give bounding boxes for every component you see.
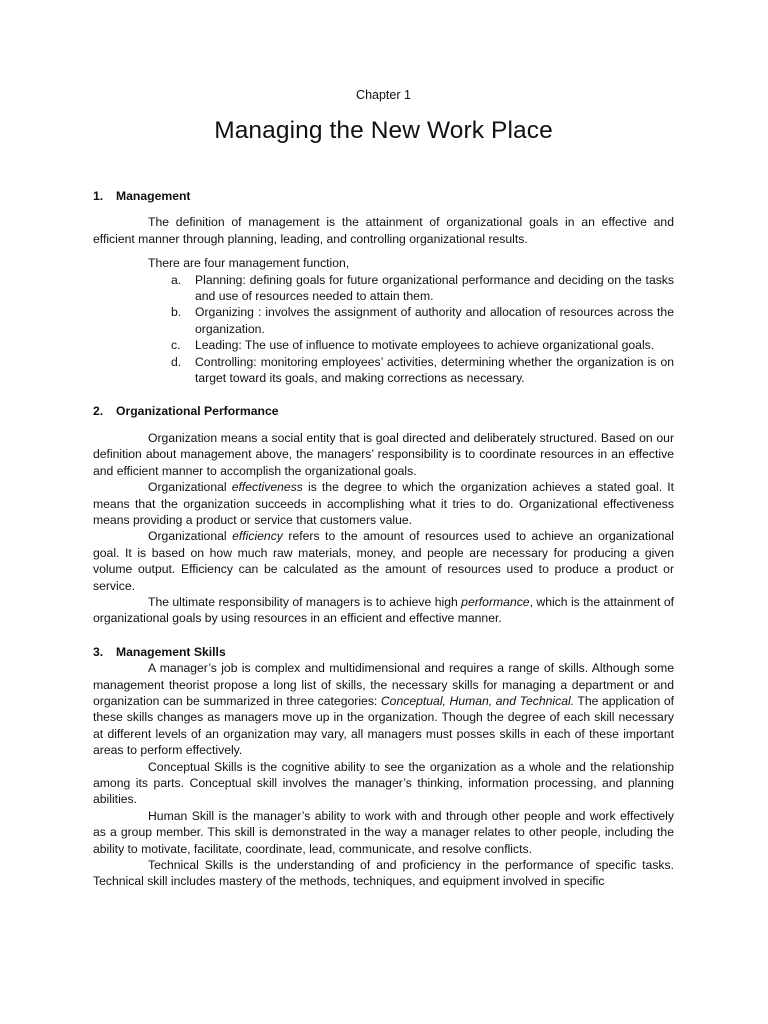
paragraph: Organization means a social entity that is goal directed and deliberately structured. Based on our definition about management above, the managers’ responsibility is to coordinate resources in an effective and efficient manner to accomplish the organizational goals. xyxy=(93,430,674,478)
list-item-text: Planning: defining goals for future organizational performance and deciding on the tasks and use of resources needed to attain them. xyxy=(195,272,674,304)
text-run: , which is the attainment of organizational goals by using resources in an efficient and effective manner. xyxy=(93,594,674,626)
list-item-text: Leading: The use of influence to motivate employees to achieve organizational goals. xyxy=(195,338,655,353)
section-heading-management xyxy=(93,188,674,204)
section-number: 3. xyxy=(93,644,104,659)
text-run: The ultimate responsibility of managers is to achieve high xyxy=(148,594,462,609)
paragraph: Human Skill is the manager’s ability to work with and through other people and work effectively as a group member. This skill is demonstrated in the way a manager relates to other people, including the ability to motivate, facilitate, coordinate, lead, communicate, and resolve conflicts. xyxy=(93,808,674,856)
chapter-title: Managing the New Work Place xyxy=(214,117,553,144)
list-letter: c. xyxy=(171,338,181,353)
list-intro: There are four management function, xyxy=(148,256,350,271)
section-number: 2. xyxy=(93,404,104,419)
section-heading-management-skills xyxy=(93,644,674,660)
text-run: Organizational xyxy=(148,529,233,544)
text-run: Organizational xyxy=(148,480,232,495)
paragraph xyxy=(93,594,674,627)
emphasis-performance: performance xyxy=(461,594,530,609)
section-heading-organizational-performance xyxy=(93,403,674,419)
section-title: Organizational Performance xyxy=(116,404,279,419)
list-item xyxy=(93,272,674,305)
list-item xyxy=(93,354,674,387)
emphasis-effectiveness: effectiveness xyxy=(231,480,303,495)
emphasis-skill-categories: Conceptual, Human, and Technical. xyxy=(380,693,575,708)
section-number: 1. xyxy=(93,189,104,203)
list-item xyxy=(93,337,674,353)
list-letter: a. xyxy=(171,272,182,287)
emphasis-efficiency: efficiency xyxy=(232,529,283,544)
list-item-text: Organizing : involves the assignment of authority and allocation of resources across the organization. xyxy=(195,305,674,336)
list-item-text: Controlling: monitoring employees’ activities, determining whether the organization is on target toward its goals, and making corrections as necessary. xyxy=(195,354,674,386)
list-letter: d. xyxy=(171,354,182,369)
paragraph xyxy=(93,528,674,594)
chapter-label: Chapter 1 xyxy=(356,88,411,102)
paragraph: Technical Skills is the understanding of and proficiency in the performance of specific tasks. Technical skill includes mastery of the methods, techniques, and equipment involved in specific xyxy=(93,858,674,889)
list-item xyxy=(93,304,674,337)
text-run: A manager’s job is complex and multidimensional and requires a range of skills. Although some management theorist propose a long list of skills, the necessary skills for managing a department or and organization can be summarized in three categories: xyxy=(93,661,674,708)
paragraph xyxy=(93,479,674,528)
text-run: The application of these skills changes as managers move up in the organization. Though the degree of each skill necessary at different levels of an organization may vary, all managers must posses skills in each of these important areas to perform effectively. xyxy=(93,693,675,758)
section-title: Management Skills xyxy=(116,644,226,659)
paragraph: Conceptual Skills is the cognitive ability to see the organization as a whole and the relationship among its parts. Conceptual skill involves the manager’s thinking, information processing, and planning abilities. xyxy=(93,759,674,807)
paragraph xyxy=(93,660,674,758)
list-letter: b. xyxy=(171,305,182,320)
management-functions-list xyxy=(93,272,674,387)
document-body xyxy=(93,188,674,890)
paragraph: The definition of management is the attainment of organizational goals in an effective and efficient manner through planning, leading, and controlling organizational results. xyxy=(93,215,674,246)
text-run: is the degree to which the organization achieves a stated goal. It means that the organization succeeds in accomplishing what it tries to do. Organizational effectiveness means providing a product or service that customers value. xyxy=(93,480,674,527)
text-run: refers to the amount of resources used to achieve an organizational goal. It is based on how much raw materials, money, and people are necessary for producing a given volume output. Efficiency can be calculated as the amount of resources used to produce a product or service. xyxy=(93,529,674,593)
section-title: Management xyxy=(116,189,191,203)
